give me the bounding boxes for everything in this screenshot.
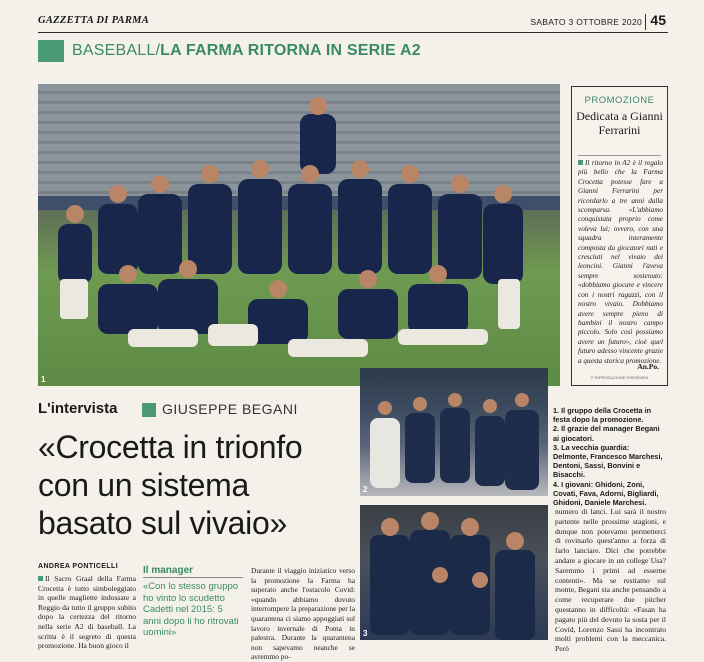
sidebar-title: Dedicata a Gianni Ferrarini xyxy=(576,109,663,137)
sidebar-signature: An.Po. xyxy=(637,362,659,371)
newspaper-name: GAZZETTA DI PARMA xyxy=(38,15,150,26)
masthead xyxy=(38,14,668,33)
headline-line: basato sul vivaio» xyxy=(38,505,287,541)
caption-item: 2. Il grazie del manager Begani ai giocatori. xyxy=(553,424,660,443)
team-celebration-photo xyxy=(38,84,560,386)
headline-line: «Crocetta in trionfo xyxy=(38,429,303,465)
paragraph-marker xyxy=(38,576,43,581)
copyright-note: © RIPRODUZIONE RISERVATA xyxy=(590,375,649,380)
sidebar-text: Il ritorno in A2 è il regalo più bello che la Farma Crocetta potesse fare a Gianni Ferrarini per ricordarlo a tre anni dalla scomparsa. «L'abbiamo conquistata proprio come voleva lui; ovvero, con una squadra interamente composta da giocatori nati e cresciuti nel vivaio dei leoncini. Gianni l'aveva sempre sostenuto: «dobbiamo giocare e vincere con i nostri ragazzi, con il nostro vivaio. Dobbiamo avere sempre pieno di bambini il nostro campo piccolo. Solo così possiamo avere un futuro», cioè quel futuro adesso vincente grazie a questa storica promozione. xyxy=(578,159,663,365)
article-column-1 xyxy=(38,574,136,651)
section-slash: / xyxy=(155,42,161,59)
interview-kicker: L'intervista xyxy=(38,400,118,417)
article-column-5: numero di lanci. Lui sarà il nostro partente nelle prossime stagioni, e dunque non potevamo permetterci di rovinarlo quest'anno a forza di farlo lanciare. Dici che potrebbe andare a giocare in un college Usa? Saremmo i primi ad esserne contenti». Ma se restiamo sul monte, Begani sta anche pensando a come recuperare due pitcher questanno in difficoltà: «Fasan ha pagato più del dovuto la sosta per il Covid, Lorenzo Sassi ha incontrato molti problemi con la meccanica. Però xyxy=(555,507,666,654)
interview-marker-square xyxy=(142,403,156,417)
sidebar-kicker: PROMOZIONE xyxy=(584,95,655,106)
interview-label xyxy=(38,400,358,420)
headline-line: con un sistema xyxy=(38,467,250,503)
manager-pullquote xyxy=(143,565,243,639)
interviewee-name: GIUSEPPE BEGANI xyxy=(162,401,298,417)
section-title xyxy=(72,42,421,60)
pullquote-text: «Con lo stesso gruppo ho vinto lo scudetto Cadetti nel 2015: 5 anni dopo li ho ritrovati uomini» xyxy=(143,581,239,638)
paragraph-marker xyxy=(578,160,583,165)
section-header xyxy=(38,40,668,62)
caption-item: 3. La vecchia guardia: Delmonte, Francesco Marchesi, Dentoni, Sassi, Bonvini e Bisacchi. xyxy=(553,442,663,480)
caption-item: 1. Il gruppo della Crocetta in festa dopo la promozione. xyxy=(553,406,652,425)
issue-date: SABATO 3 OTTOBRE 2020 xyxy=(530,17,642,27)
photo-3-figures xyxy=(360,505,548,640)
sidebar-box xyxy=(571,86,668,386)
team-photo-figures xyxy=(38,84,560,386)
photo-number: 1 xyxy=(41,375,46,384)
pullquote-heading: Il manager xyxy=(143,565,243,578)
photo-number: 2 xyxy=(363,485,368,494)
masthead-divider xyxy=(645,14,646,30)
caption-item: 4. I giovani: Ghidoni, Zoni, Covati, Fava, Adorni, Bigliardi, Ghidoni, Daniele Marchesi. xyxy=(553,479,659,508)
page-number: 45 xyxy=(650,12,666,28)
photo-number: 3 xyxy=(363,629,368,638)
section-headline: LA FARMA RITORNA IN SERIE A2 xyxy=(160,42,421,59)
article-headline xyxy=(38,428,368,542)
photo-2-figures xyxy=(360,368,548,496)
section-marker-square xyxy=(38,40,64,62)
byline: ANDREA PONTICELLI xyxy=(38,563,119,570)
manager-thanks-photo xyxy=(360,368,548,496)
section-category: BASEBALL xyxy=(72,42,156,59)
sidebar-body xyxy=(578,159,663,366)
veterans-photo xyxy=(360,505,548,640)
column-1-text: Il Sacro Graal della Farma Crocetta è tutto simboleggiato in quelle magliette indossate a Reggio da tutto il gruppo subito dopo la certezza del ritorno nella serie A2 di baseball. La scritta è il segreto di questa promozione. Ha buon gioco il xyxy=(38,574,136,651)
sidebar-rule xyxy=(578,155,661,156)
article-column-3: Durante il viaggio iniziatico verso la promozione la Farma ha superato anche l'ostacolo Covid: «quando abbiamo dovuto interrompere la preparazione per la quarantena ci siamo appoggiati sul lavoro invernale di Poma in palestra. Durante la quarantena non sapevamo neanche se avremmo po- xyxy=(251,566,355,662)
photo-captions xyxy=(553,406,666,507)
